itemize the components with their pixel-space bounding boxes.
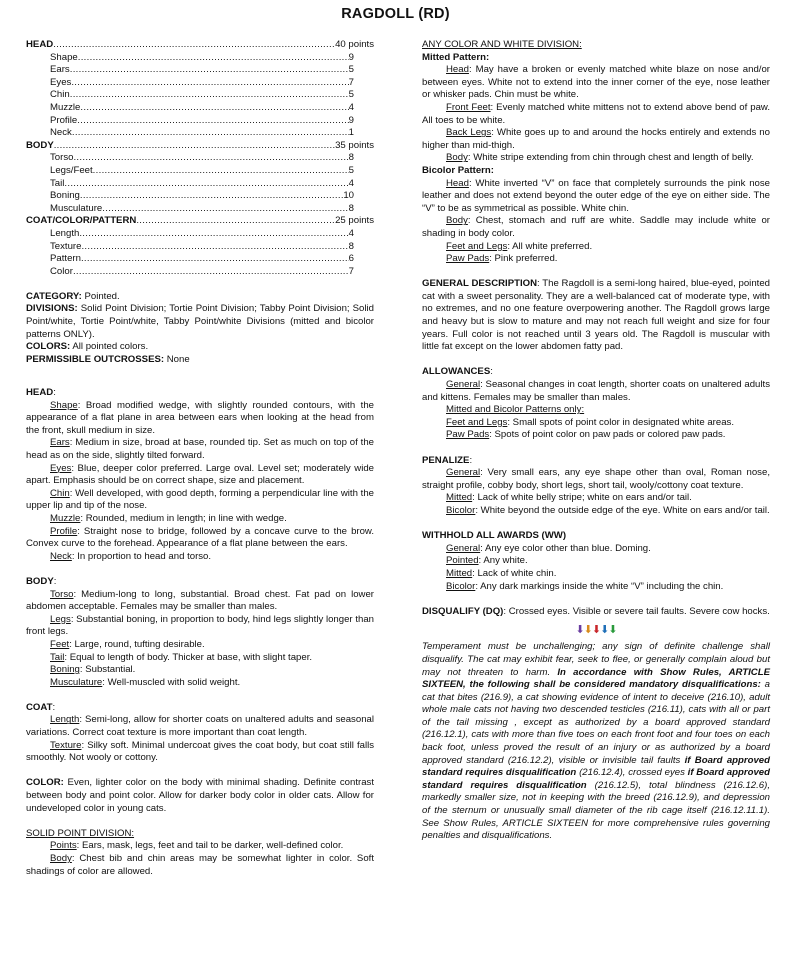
- points-row: Eyes ..... 7: [26, 77, 374, 90]
- left-column: [26, 39, 374, 878]
- points-row: COAT/COLOR/PATTERN ..... 25 points: [26, 215, 374, 228]
- allowances-section: ALLOWANCES: General: Seasonal changes in coat length, shorter coats on unaltered adults and kittens. Females may be smaller than males. Mitted and Bicolor Patterns only: Feet and Legs: Small spots of point color in designated white areas. Paw Pads: Spots of point color on paw pads or colored paw pads.: [422, 366, 770, 441]
- points-row: HEAD ..... 40 points: [26, 39, 374, 52]
- points-row: Profile ..... 9: [26, 115, 374, 128]
- solid-point-section: SOLID POINT DIVISION: Points: Ears, mask, legs, feet and tail to be darker, well-defined color. Body: Chest bib and chin areas may be somewhat lighter in color. Soft shadings of color are allowed.: [26, 827, 374, 877]
- any-color-section: ANY COLOR AND WHITE DIVISION: Mitted Pattern: Head: May have a broken or evenly matched white blaze on nose and/or between eyes. White not to extend into the inner corner of the eye, nose leather or whisker pads. Chin must be white. Front Feet: Evenly matched white mittens not to extend above bend of paw. All toes to be white. Back Legs: White goes up to and around the hocks entirely and extends no higher than mid-thigh. Body: White stripe extending from chin through chest and length of belly. Bicolor Pattern: Head: White inverted “V” on face that completely surrounds the pink nose leather and does not extend beyond the outer edge of the eye on either side. The “V” to be as symmetrical as possible. White chin. Body: Chest, stomach and ruff are white. Saddle may include white or shading in body color. Feet and Legs: All white preferred. Paw Pads: Pink preferred.: [422, 39, 770, 265]
- down-arrows-icon: ⬇⬇⬇⬇⬇: [575, 624, 617, 637]
- points-row: Pattern ..... 6: [26, 253, 374, 266]
- disqualify-section: DISQUALIFY (DQ): Crossed eyes. Visible or severe tail faults. Severe cow hocks.: [422, 605, 770, 617]
- right-column: [422, 39, 770, 843]
- points-row: Legs/Feet ..... 5: [26, 165, 374, 178]
- page-title: RAGDOLL (RD): [341, 6, 450, 22]
- category-section: CATEGORY: Pointed. DIVISIONS: Solid Point Division; Tortie Point Division; Tabby Point Division; Solid Point/white, Tortie Point/white, Tabby Point/white Divisions (mitted and bicolor patterns ONLY). COLORS: All pointed colors. PERMISSIBLE OUTCROSSES: None: [26, 290, 374, 365]
- points-row: Length ..... 4: [26, 228, 374, 241]
- points-row: Shape ..... 9: [26, 52, 374, 65]
- points-row: Ears ..... 5: [26, 64, 374, 77]
- body-section: BODY: Torso: Medium-long to long, substantial. Broad chest. Fat pad on lower abdomen acceptable. Females may be smaller than males. Legs: Substantial boning, in proportion to body, hind legs slightly longer than front legs. Feet: Large, round, tufting desirable. Tail: Equal to length of body. Thicker at base, with slight taper. Boning: Substantial. Musculature: Well-muscled with solid weight.: [26, 575, 374, 688]
- points-row: Color ..... 7: [26, 266, 374, 279]
- temperament-section: Temperament must be unchallenging; any sign of definite challenge shall disqualify. The cat may exhibit fear, seek to flee, or generally complain aloud but may not threaten to harm. In accordance with Show Rules, ARTICLE SIXTEEN, the following shall be considered mandatory disqualifications: a cat that bites (216.9), a cat showing evidence of intent to deceive (216.10), adult whole male cats not having two descended testicles (216.11), cats with all or part of the tail missing , except as authorized by a board approved standard (216.12.1), cats with more than five toes on each front foot and four toes on each back foot, unless proved the result of an injury or as authorized by a board approved standard (216.12.2), visible or invisible tail faults if Board approved standard requires disqualification (216.12.4), crossed eyes if Board approved standard requires disqualification (216.12.5), total blindness (216.12.6), markedly smaller size, not in keeping with the breed (216.12.9), and depression of the sternum or unusually small diameter of the rib cage itself (216.12.11.1). See Show Rules, ARTICLE SIXTEEN for more comprehensive rules governing penalties and disqualifications.: [422, 641, 770, 842]
- general-description-section: GENERAL DESCRIPTION: The Ragdoll is a semi-long haired, blue-eyed, pointed cat with a sweet personality. They are a well-balanced cat of moderate type, with no extremes, and no one feature overpowering another. The Ragdoll grows large and heavy but is slow to mature and may not reach full weight and size for four years. Full color is not reached until 3 years old. The Ragdoll is muscular with little fat except on the lower abdomen fatty pad.: [422, 278, 770, 353]
- points-row: Texture ..... 8: [26, 241, 374, 254]
- points-row: BODY ..... 35 points: [26, 140, 374, 153]
- points-row: Muzzle ..... 4: [26, 102, 374, 115]
- head-section: HEAD: Shape: Broad modified wedge, with slightly rounded contours, with the appearance of a flat plane in area between ears when looking at the head from the front, skull medium in size. Ears: Medium in size, broad at base, rounded tip. Set as much on top of the head as on the side, slightly tilted forward. Eyes: Blue, deeper color preferred. Large oval. Level set; moderately wide apart. Emphasis should be on correct shape, size and placement. Chin: Well developed, with good depth, forming a perpendicular line with the upper lip and tip of the nose. Muzzle: Rounded, medium in length; in line with wedge. Profile: Straight nose to bridge, followed by a concave curve to the brow. Convex curve to the forehead. Appearance of a flat plane between the ears. Neck: In proportion to head and torso.: [26, 387, 374, 562]
- points-table: [26, 39, 374, 278]
- color-section: COLOR: Even, lighter color on the body with minimal shading. Definite contrast between body and point color. Allow for darker body color in older cats. Allow for undeveloped color in young cats.: [26, 777, 374, 814]
- penalize-section: PENALIZE: General: Very small ears, any eye shape other than oval, Roman nose, straight profile, cobby body, short legs, short tail, wooly/cottony coat texture. Mitted: Lack of white belly stripe; white on ears and/or tail. Bicolor: White beyond the outside edge of the eye. White on ears and/or tail.: [422, 454, 770, 516]
- points-row: Boning ..... 10: [26, 190, 374, 203]
- points-row: Torso ..... 8: [26, 152, 374, 165]
- points-row: Tail ..... 4: [26, 178, 374, 191]
- points-row: Chin ..... 5: [26, 89, 374, 102]
- points-row: Neck ..... 1: [26, 127, 374, 140]
- points-row: Musculature ..... 8: [26, 203, 374, 216]
- withhold-section: WITHHOLD ALL AWARDS (WW) General: Any eye color other than blue. Doming. Pointed: Any white. Mitted: Lack of white chin. Bicolor: Any dark markings inside the white “V” including the chin.: [422, 530, 724, 592]
- coat-section: COAT: Length: Semi-long, allow for shorter coats on unaltered adults and seasonal variations. Correct coat texture is more important than coat length. Texture: Silky soft. Minimal undercoat gives the coat body, but coat still falls smoothly. Not wooly or cottony.: [26, 701, 374, 764]
